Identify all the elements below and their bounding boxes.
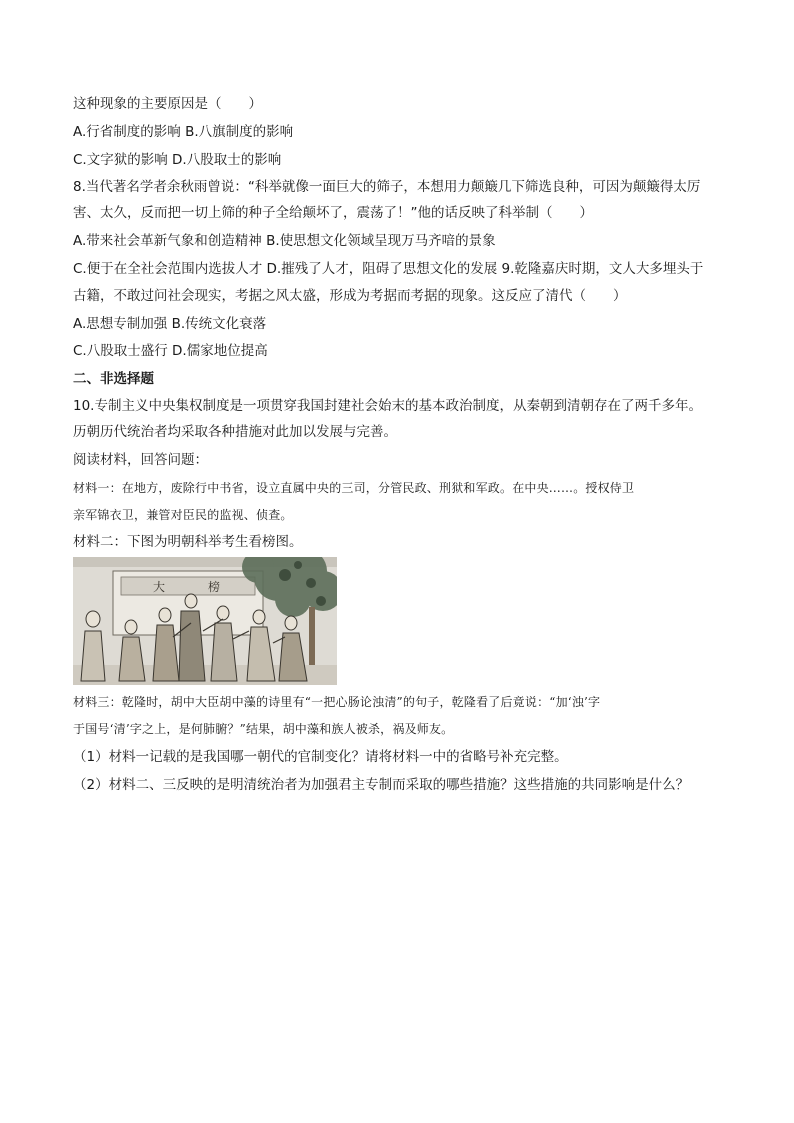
question-10-part-1: （1）材料一记载的是我国哪一朝代的官制变化？请将材料一中的省略号补充完整。	[73, 749, 568, 765]
material-1-line-1: 材料一：在地方，废除行中书省，设立直属中央的三司，分管民政、刑狱和军政。在中央……。授权侍卫	[73, 481, 635, 495]
question-8-options-cd-and-question-9: C.便于在全社会范围内选拔人才 D.摧残了人才，阻碍了思想文化的发展 9.乾隆嘉庆时期，文人大多埋头于	[73, 261, 704, 277]
question-7-stem-end: 这种现象的主要原因是（ ）	[73, 96, 262, 112]
board-char-2: 榜	[208, 580, 221, 594]
board-char-1: 大	[153, 580, 166, 594]
exam-results-illustration	[73, 557, 337, 685]
question-8-options-ab: A.带来社会革新气象和创造精神 B.使思想文化领域呈现万马齐喑的景象	[73, 233, 496, 249]
question-9-options-cd: C.八股取士盛行 D.儒家地位提高	[73, 343, 268, 359]
material-3-line-2: 于国号‘清’字之上，是何肺腑？”结果，胡中藻和族人被杀，祸及师友。	[73, 722, 454, 736]
question-10-intro-line-2: 历朝历代统治者均采取各种措施对此加以发展与完善。	[73, 424, 397, 440]
material-2-caption: 材料二：下图为明朝科举考生看榜图。	[73, 534, 303, 550]
question-9-stem: 古籍，不敢过问社会现实，考据之风太盛，形成为考据而考据的现象。这反应了清代（ ）	[73, 288, 627, 304]
material-1-line-2: 亲军锦衣卫，兼管对臣民的监视、侦查。	[73, 508, 293, 522]
question-7-options-ab: A.行省制度的影响 B.八旗制度的影响	[73, 124, 294, 140]
question-8-stem-line-1: 8.当代著名学者余秋雨曾说：“科举就像一面巨大的筛子，本想用力颠簸几下筛选良种，可因为颠簸得太厉	[73, 179, 701, 195]
section-heading: 二、非选择题	[73, 371, 154, 387]
material-3-line-1: 材料三：乾隆时，胡中大臣胡中藻的诗里有“一把心肠论浊清”的句子，乾隆看了后竟说：“加‘浊’字	[73, 695, 601, 709]
question-10-intro-line-1: 10.专制主义中央集权制度是一项贯穿我国封建社会始末的基本政治制度，从秦朝到清朝存在了两千多年。	[73, 398, 702, 414]
question-9-options-ab: A.思想专制加强 B.传统文化衰落	[73, 316, 267, 332]
question-8-stem-line-2: 害、太久，反而把一切上筛的种子全给颠坏了，震荡了！”他的话反映了科举制（ ）	[73, 205, 593, 221]
question-7-options-cd: C.文字狱的影响 D.八股取士的影响	[73, 152, 282, 168]
reading-instruction: 阅读材料，回答问题：	[73, 452, 208, 468]
question-10-part-2: （2）材料二、三反映的是明清统治者为加强君主专制而采取的哪些措施？这些措施的共同影响是什么？	[73, 777, 690, 793]
